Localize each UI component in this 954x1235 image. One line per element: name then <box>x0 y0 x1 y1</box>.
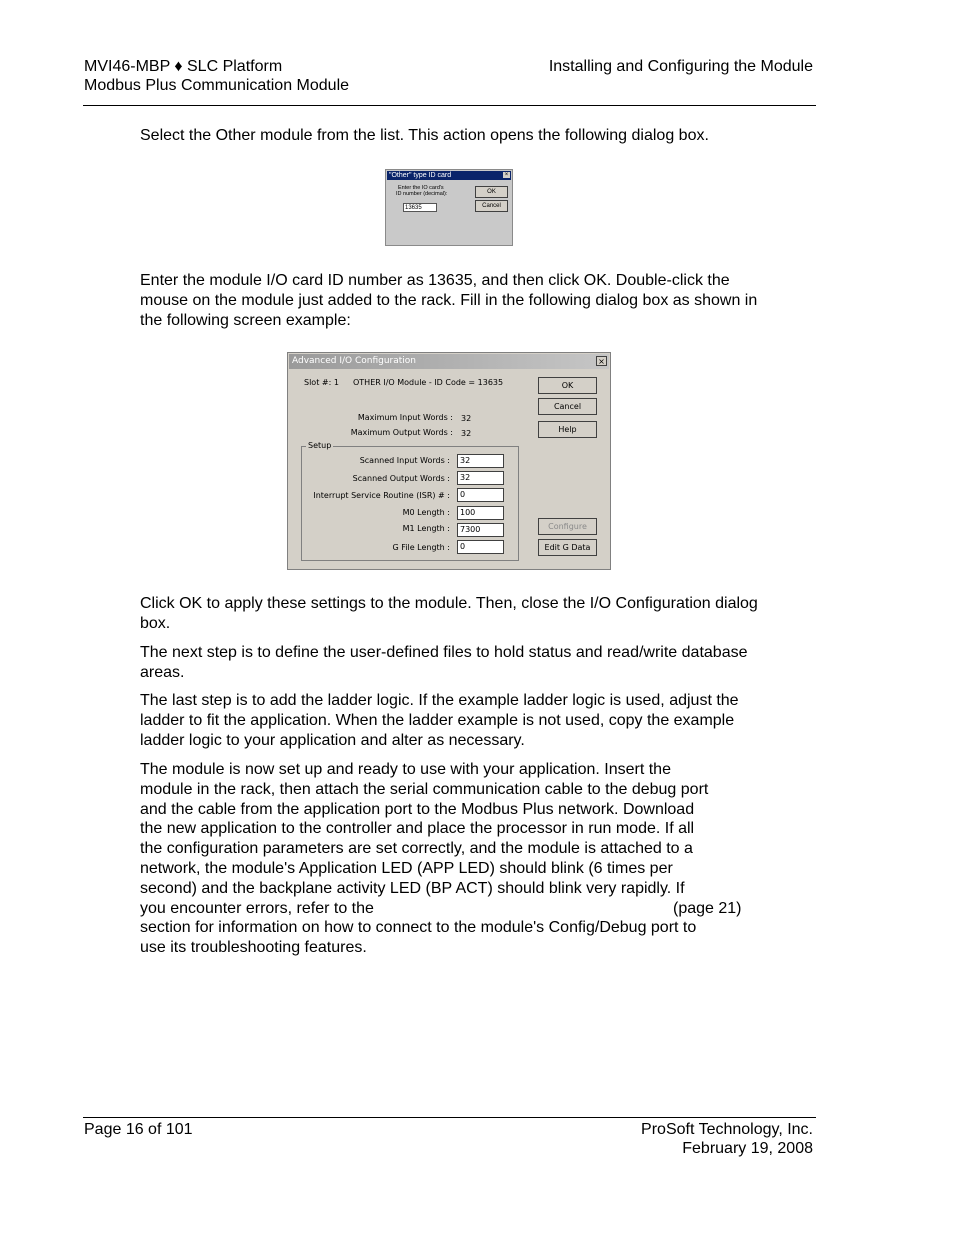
configure-button: Configure <box>538 518 597 535</box>
help-button[interactable]: Help <box>538 421 597 438</box>
id-number-input[interactable]: 13635 <box>403 203 437 212</box>
text-line: second) and the backplane activity LED (BP ACT) should blink very rapidly. If <box>140 879 685 897</box>
dialog-title: Advanced I/O Configuration <box>289 354 609 369</box>
setup-group-label: Setup <box>308 441 332 450</box>
page-reference: (page 21) <box>673 899 742 917</box>
advanced-io-config-dialog <box>287 352 611 570</box>
text-line: the configuration parameters are set correctly, and the module is attached to a <box>140 840 693 858</box>
text-line: network, the module's Application LED (APP LED) should blink (6 times per <box>140 859 673 877</box>
isr-label: Interrupt Service Routine (ISR) # : <box>313 491 450 500</box>
text-line <box>140 899 760 919</box>
header-rule <box>83 105 816 106</box>
module-label: OTHER I/O Module - ID Code = 13635 <box>353 378 504 387</box>
header-section: Installing and Configuring the Module <box>548 58 813 75</box>
scanned-input-label: Scanned Input Words : <box>359 456 450 465</box>
dialog-title: "Other" type ID card <box>387 171 511 180</box>
isr-field[interactable]: 0 <box>457 488 504 502</box>
max-output-value: 32 <box>461 429 472 438</box>
scanned-output-label: Scanned Output Words : <box>352 474 450 483</box>
ok-button[interactable]: OK <box>538 377 597 394</box>
scanned-output-field[interactable]: 32 <box>457 471 504 485</box>
m1-length-label: M1 Length : <box>402 524 450 533</box>
max-output-label: Maximum Output Words : <box>350 428 453 437</box>
text-line: section for information on how to connect to the module's Config/Debug port to <box>140 919 697 937</box>
ok-button[interactable]: OK <box>475 186 508 198</box>
close-icon[interactable]: × <box>596 356 607 366</box>
header-subtitle: Modbus Plus Communication Module <box>84 77 350 94</box>
prompt-line2: ID number (decimal): <box>396 191 448 197</box>
header-title: MVI46-MBP ♦ SLC Platform <box>84 58 283 75</box>
close-icon[interactable]: × <box>504 172 509 178</box>
m0-length-field[interactable]: 100 <box>457 506 504 520</box>
footer-rule <box>83 1117 816 1118</box>
text-line: and the cable from the application port to the Modbus Plus network. Download <box>140 800 695 818</box>
text-fragment: you encounter errors, refer to the <box>140 899 374 917</box>
other-type-id-dialog <box>385 169 513 246</box>
paragraph-click-ok: Click OK to apply these settings to the module. Then, close the I/O Configuration dialog box. <box>140 595 758 632</box>
g-file-length-field[interactable]: 0 <box>457 540 504 554</box>
paragraph-next-step: The next step is to define the user-defined files to hold status and read/write database areas. <box>140 644 748 681</box>
document-date: February 19, 2008 <box>682 1140 813 1157</box>
prompt-line1: Enter the IO card's <box>398 185 444 191</box>
cancel-button[interactable]: Cancel <box>475 200 508 212</box>
text-line: module in the rack, then attach the serial communication cable to the debug port <box>140 780 709 798</box>
edit-g-data-button[interactable]: Edit G Data <box>538 539 597 556</box>
cancel-button[interactable]: Cancel <box>538 398 597 415</box>
m0-length-label: M0 Length : <box>402 508 450 517</box>
scanned-input-field[interactable]: 32 <box>457 454 504 468</box>
paragraph-module-ready <box>140 760 760 958</box>
max-input-label: Maximum Input Words : <box>357 413 453 422</box>
text-line: the new application to the controller and place the processor in run mode. If all <box>140 820 695 838</box>
company-name: ProSoft Technology, Inc. <box>641 1121 813 1138</box>
text-line: use its troubleshooting features. <box>140 939 367 957</box>
g-file-length-label: G File Length : <box>392 543 450 552</box>
paragraph-select-other: Select the Other module from the list. This action opens the following dialog box. <box>140 127 709 144</box>
max-input-value: 32 <box>461 414 472 423</box>
paragraph-last-step: The last step is to add the ladder logic. If the example ladder logic is used, adjust the ladder to fit the application. When the ladder example is not used, copy the example ladder logic to your application and alter as necessary. <box>140 692 739 749</box>
slot-label: Slot #: 1 <box>304 378 339 387</box>
m1-length-field[interactable]: 7300 <box>457 523 504 537</box>
paragraph-enter-id: Enter the module I/O card ID number as 13635, and then click OK. Double-click the mouse on the module just added to the rack. Fill in the following dialog box as shown in the following screen example: <box>140 272 758 329</box>
page-number: Page 16 of 101 <box>84 1121 193 1138</box>
text-line: The module is now set up and ready to use with your application. Insert the <box>140 761 671 778</box>
